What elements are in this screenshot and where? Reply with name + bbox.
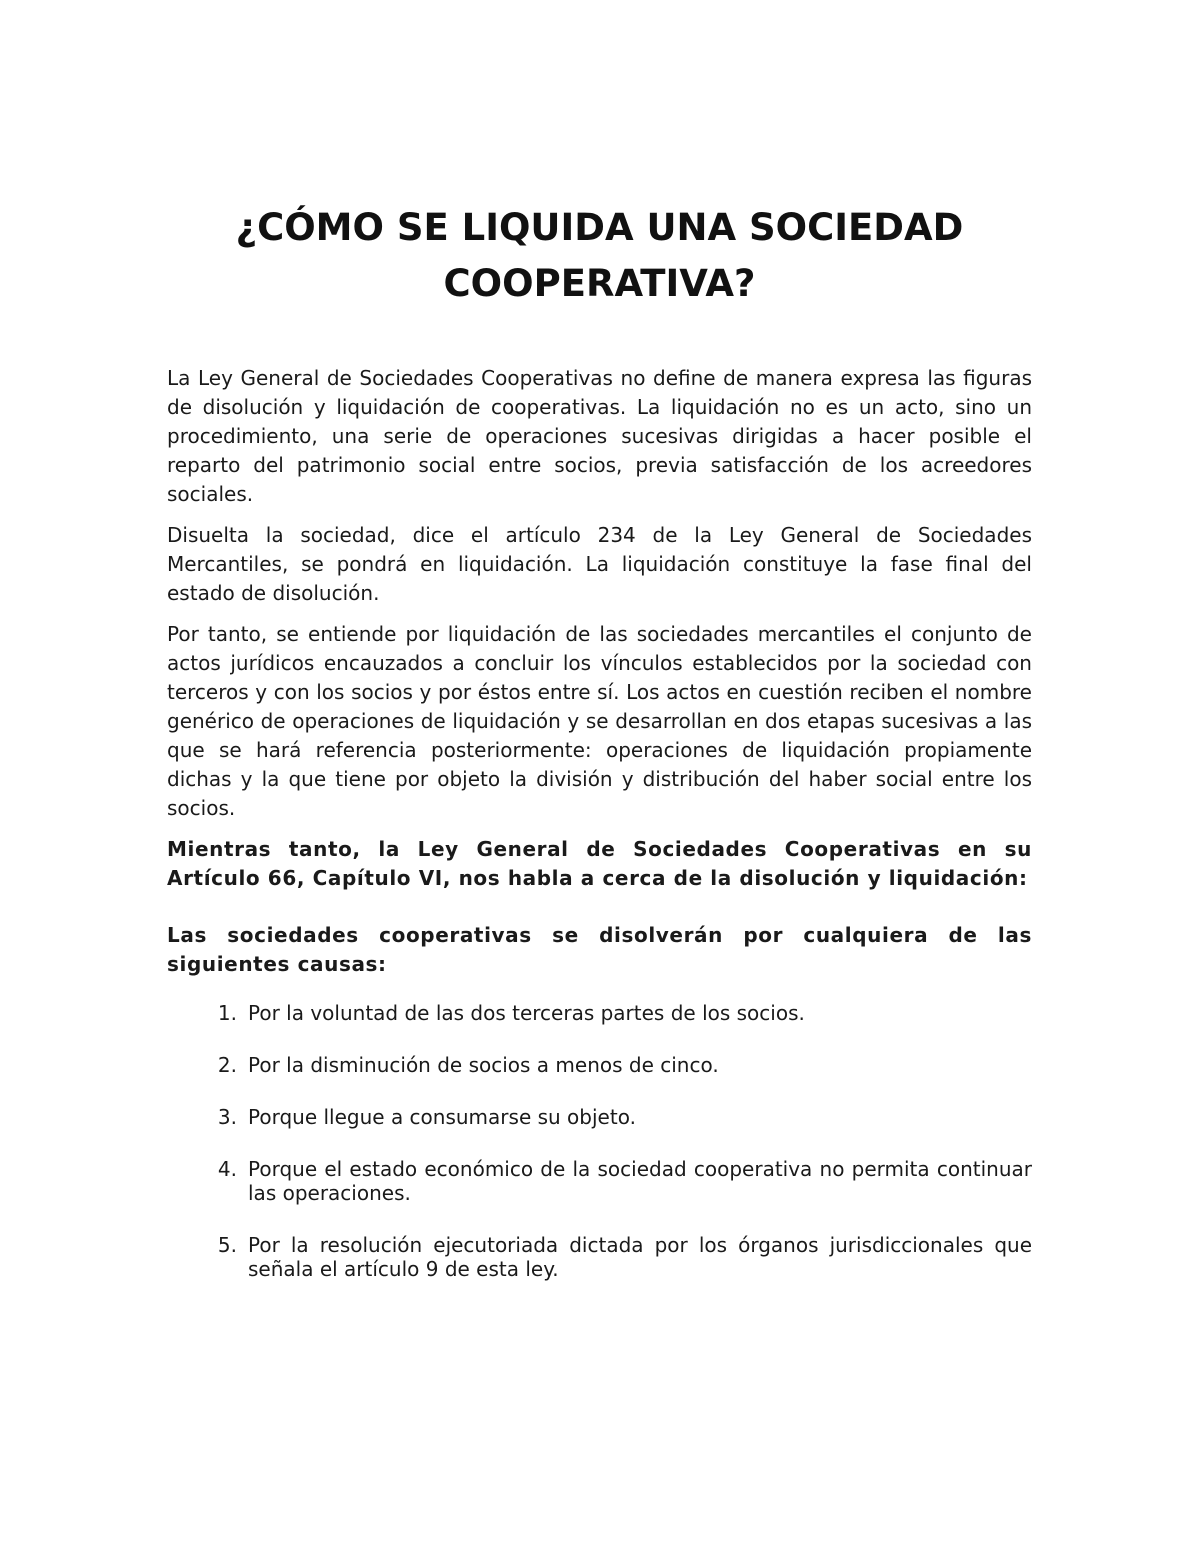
list-item [167, 1053, 1032, 1077]
list-item-text: Porque el estado económico de la sociedad cooperativa no permita continuar las operaciones. [248, 1157, 1032, 1205]
paragraph-intro: La Ley General de Sociedades Cooperativas no define de manera expresa las figuras de disolución y liquidación de cooperativas. La liquidación no es un acto, sino un procedimiento, una serie de operaciones sucesivas dirigidas a hacer posible el reparto del patrimonio social entre socios, previa satisfacción de los acreedores sociales. [167, 366, 1032, 506]
causes-list [167, 1001, 1032, 1281]
list-item [167, 1105, 1032, 1129]
list-item-text: Porque llegue a consumarse su objeto. [248, 1105, 636, 1129]
list-item-number: 2. [217, 1053, 237, 1077]
list-item-text: Por la voluntad de las dos terceras partes de los socios. [248, 1001, 805, 1025]
list-item-number: 1. [217, 1001, 237, 1025]
list-item-number: 3. [217, 1105, 237, 1129]
list-item [167, 1233, 1032, 1281]
list-item [167, 1157, 1032, 1205]
list-item-number: 4. [217, 1157, 237, 1181]
list-item [167, 1001, 1032, 1025]
document-body [167, 364, 1032, 1309]
list-item-text: Por la disminución de socios a menos de cinco. [248, 1053, 719, 1077]
list-item-number: 5. [217, 1233, 237, 1257]
bold-causes-heading: Las sociedades cooperativas se disolverán por cualquiera de las siguientes causas: [167, 923, 1032, 976]
page-title: ¿CÓMO SE LIQUIDA UNA SOCIEDAD COOPERATIVA? [235, 206, 964, 305]
list-item-text: Por la resolución ejecutoriada dictada por los órganos jurisdiccionales que señala el artículo 9 de esta ley. [248, 1233, 1032, 1281]
paragraph-dissolution: Disuelta la sociedad, dice el artículo 234 de la Ley General de Sociedades Mercantiles, se pondrá en liquidación. La liquidación constituye la fase final del estado de disolución. [167, 523, 1032, 605]
paragraph-liquidation-definition: Por tanto, se entiende por liquidación de las sociedades mercantiles el conjunto de actos jurídicos encauzados a concluir los vínculos establecidos por la sociedad con terceros y con los socios y por éstos entre sí. Los actos en cuestión reciben el nombre genérico de operaciones de liquidación y se desarrollan en dos etapas sucesivas a las que se hará referencia posteriormente: operaciones de liquidación propiamente dichas y la que tiene por objeto la división y distribución del haber social entre los socios. [167, 622, 1032, 820]
bold-intro-article-66: Mientras tanto, la Ley General de Sociedades Cooperativas en su Artículo 66, Capítulo VI, nos habla a cerca de la disolución y liquidación: [167, 837, 1032, 890]
